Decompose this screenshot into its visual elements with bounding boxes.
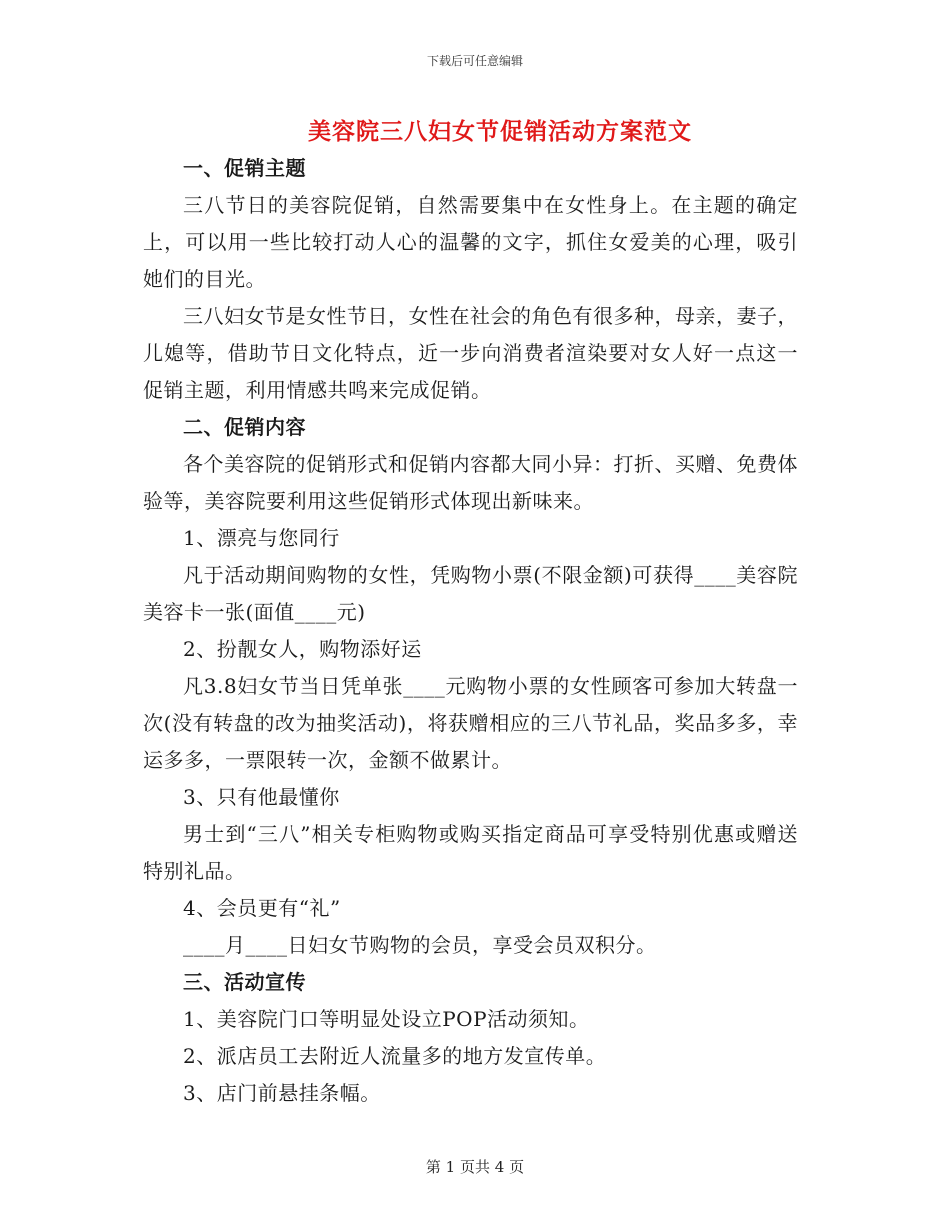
paragraph: 2、派店员工去附近人流量多的地方发宣传单。 xyxy=(183,1044,607,1068)
page-footer: 第 1 页共 4 页 xyxy=(425,1158,525,1176)
paragraph: ____月____日妇女节购物的会员，享受会员双积分。 xyxy=(183,933,657,957)
paragraph: 三八节日的美容院促销，自然需要集中在女性身上。在主题的确定上，可以用一些比较打动人心的温馨的文字，抓住女爱美的心理，吸引她们的目光。 xyxy=(143,193,798,291)
page-header: 下载后可任意编辑 xyxy=(426,54,523,68)
paragraph: 凡于活动期间购物的女性，凭购物小票(不限金额)可获得____美容院美容卡一张(面值____元) xyxy=(143,563,798,624)
paragraph: 3、只有他最懂你 xyxy=(183,785,340,809)
paragraph: 1、美容院门口等明显处设立POP活动须知。 xyxy=(183,1007,590,1031)
paragraph: 三八妇女节是女性节日，女性在社会的角色有很多种，母亲，妻子，儿媳等，借助节日文化特点，近一步向消费者渲染要对女人好一点这一促销主题，利用情感共鸣来完成促销。 xyxy=(143,304,798,402)
section-heading: 一、促销主题 xyxy=(183,156,306,180)
paragraph: 3、店门前悬挂条幅。 xyxy=(183,1081,381,1105)
section-heading: 三、活动宣传 xyxy=(183,970,306,994)
paragraph: 凡3.8妇女节当日凭单张____元购物小票的女性顾客可参加大转盘一次(没有转盘的改为抽奖活动)，将获赠相应的三八节礼品，奖品多多，幸运多多，一票限转一次，金额不做累计。 xyxy=(143,674,798,772)
paragraph: 男士到“三八”相关专柜购物或购买指定商品可享受特别优惠或赠送特别礼品。 xyxy=(143,822,798,883)
paragraph: 2、扮靓女人，购物添好运 xyxy=(183,637,422,661)
paragraph: 1、漂亮与您同行 xyxy=(183,526,340,550)
document-title: 美容院三八妇女节促销活动方案范文 xyxy=(308,118,692,145)
section-heading: 二、促销内容 xyxy=(183,415,306,439)
document-body xyxy=(143,150,798,1112)
paragraph: 各个美容院的促销形式和促销内容都大同小异：打折、买赠、免费体验等，美容院要利用这些促销形式体现出新味来。 xyxy=(143,452,798,513)
paragraph: 4、会员更有“礼” xyxy=(183,896,341,920)
